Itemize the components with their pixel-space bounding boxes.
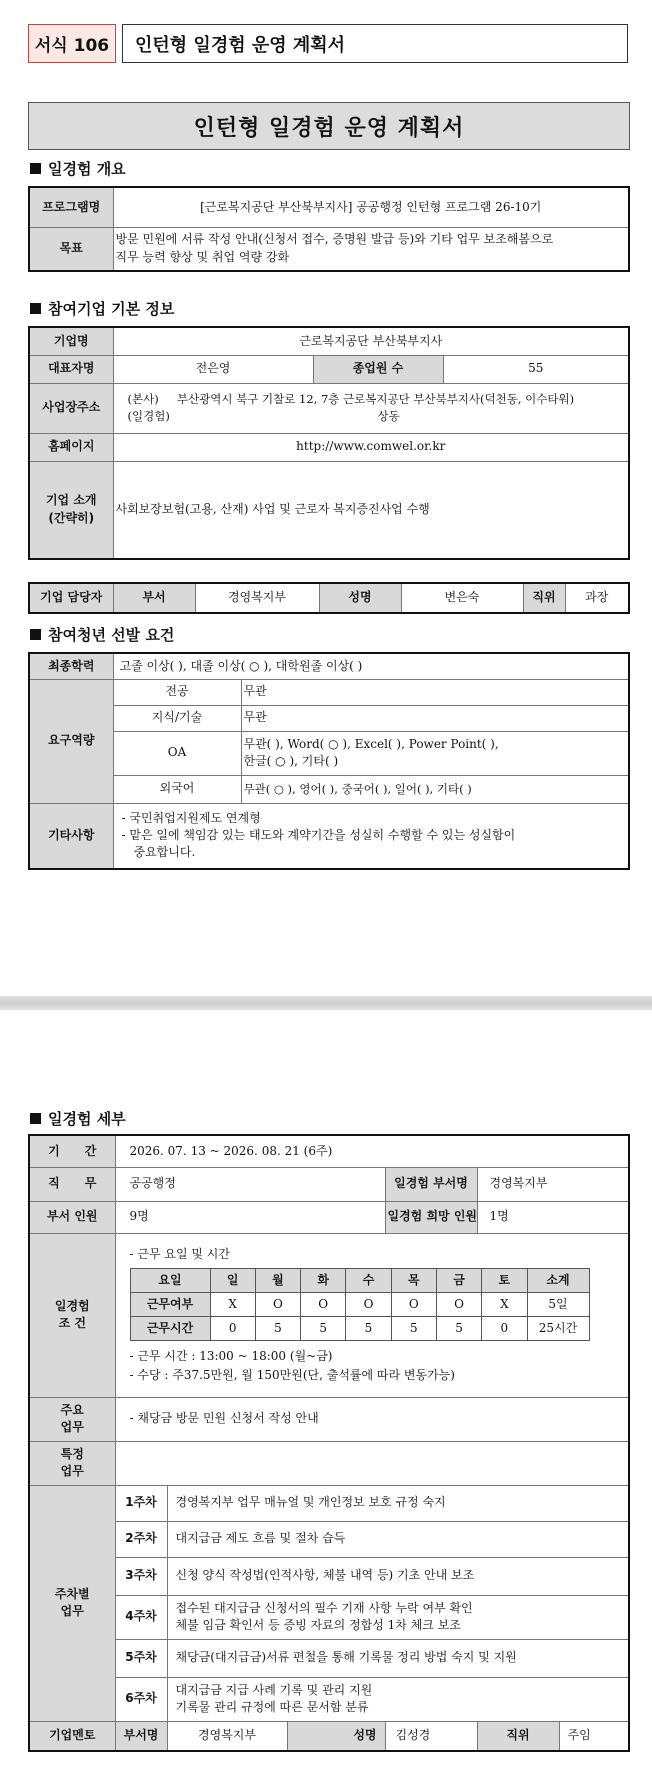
schedule-header-cell: 화 <box>301 1268 346 1292</box>
section-overview-title: 일경험 개요 <box>48 160 126 178</box>
schedule-header-cell: 월 <box>255 1268 300 1292</box>
schedule-header-cell: 일 <box>210 1268 255 1292</box>
conditions-pay: - 수당 : 주37.5만원, 월 150만원(단, 출석률에 따라 변동가능) <box>129 1368 455 1383</box>
manager-table <box>28 582 630 614</box>
schedule-header-cell: 금 <box>436 1268 481 1292</box>
job-value: 공공행정 <box>115 1167 385 1201</box>
etc-value <box>113 803 629 869</box>
week-task-line-1: 경영복지부 업무 매뉴얼 및 개인정보 보호 규정 숙지 <box>175 1495 446 1510</box>
schedule-header-cell: 목 <box>391 1268 436 1292</box>
conditions-label <box>29 1233 115 1397</box>
etc-line-1: - 국민취업지원제도 연계형 <box>121 810 261 825</box>
language-label: 외국어 <box>113 775 241 803</box>
schedule-header-cell: 토 <box>482 1268 527 1292</box>
week-number: 2주차 <box>115 1521 167 1557</box>
manager-dept-value: 경영복지부 <box>195 583 319 613</box>
week-task-line-1: 대지급금 제도 흐름 및 절차 습득 <box>175 1531 346 1546</box>
weekly-task-row <box>29 1557 629 1595</box>
weekly-tasks-label <box>29 1485 115 1721</box>
schedule-hours-cell: 25시간 <box>527 1316 589 1340</box>
intro-label <box>29 461 113 559</box>
schedule-work-cell: O <box>436 1292 481 1316</box>
oa-label: OA <box>113 731 241 775</box>
special-task-value <box>115 1441 629 1485</box>
period-label: 기 간 <box>29 1135 115 1167</box>
address-value <box>113 383 629 433</box>
schedule-work-cell: 5일 <box>527 1292 589 1316</box>
schedule-header-row <box>130 1268 589 1292</box>
knowledge-label: 지식/기술 <box>113 705 241 731</box>
ceo-label: 대표자명 <box>29 355 113 383</box>
education-label: 최종학력 <box>29 653 113 679</box>
period-value: 2026. 07. 13 ~ 2026. 08. 21 (6주) <box>115 1135 629 1167</box>
page-separator <box>0 996 652 1010</box>
knowledge-value: 무관 <box>241 705 629 731</box>
conditions-intro: - 근무 요일 및 시간 <box>129 1246 230 1261</box>
etc-label: 기타사항 <box>29 803 113 869</box>
mentor-name-value: 김성경 <box>385 1721 477 1751</box>
intro-label-line-1: 기업 소개 <box>45 493 97 508</box>
selection-table <box>28 652 630 870</box>
conditions-label-line-2: 조 건 <box>58 1316 86 1330</box>
section-company-title: 참여기업 기본 정보 <box>48 300 175 318</box>
square-bullet-icon <box>30 629 41 640</box>
manager-label: 기업 담당자 <box>29 583 113 613</box>
schedule-work-cell: O <box>346 1292 391 1316</box>
schedule-hours-cell: 5 <box>301 1316 346 1340</box>
week-task-line-1: 신청 양식 작성법(인적사항, 체불 내역 등) 기초 안내 보조 <box>175 1568 475 1583</box>
oa-line-1: 무관( ), Word( ○ ), Excel( ), Power Point( ), <box>243 736 499 751</box>
work-dept-label: 일경험 부서명 <box>385 1167 477 1201</box>
schedule-work-label: 근무여부 <box>130 1292 210 1316</box>
program-name-value: [근로복지공단 부산북부지사] 공공행정 인턴형 프로그램 26-10기 <box>113 187 629 227</box>
week-task-line-2: 체불 임금 확인서 등 증빙 자료의 정합성 1차 체크 보조 <box>175 1618 461 1632</box>
week-task-line-1: 접수된 대지급금 신청서의 필수 기재 사항 누락 여부 확인 <box>175 1600 473 1615</box>
week-number: 5주차 <box>115 1639 167 1677</box>
schedule-work-cell: X <box>210 1292 255 1316</box>
schedule-hours-cell: 5 <box>391 1316 436 1340</box>
etc-line-3: 중요합니다. <box>133 845 196 860</box>
square-bullet-icon <box>30 303 41 314</box>
schedule-hours-cell: 0 <box>482 1316 527 1340</box>
company-name-label: 기업명 <box>29 327 113 355</box>
manager-position-label: 직위 <box>523 583 565 613</box>
homepage-label: 홈페이지 <box>29 433 113 461</box>
form-header <box>28 24 628 63</box>
square-bullet-icon <box>30 1113 41 1124</box>
schedule-table <box>130 1268 590 1341</box>
mentor-label: 기업멘토 <box>29 1721 115 1751</box>
main-task-label-line-2: 업무 <box>60 1420 84 1434</box>
company-name-value: 근로복지공단 부산북부지사 <box>113 327 629 355</box>
homepage-link[interactable]: http://www.comwel.or.kr <box>113 433 629 461</box>
week-task <box>167 1677 629 1721</box>
form-title: 인턴형 일경험 운영 계획서 <box>122 24 628 63</box>
dept-staff-value: 9명 <box>115 1201 385 1233</box>
schedule-work-cell: O <box>255 1292 300 1316</box>
weekly-tasks-label-line-1: 주차별 <box>54 1586 90 1601</box>
conditions-label-line-1: 일경험 <box>54 1298 90 1313</box>
weekly-task-row <box>29 1521 629 1557</box>
major-value: 무관 <box>241 679 629 705</box>
intro-label-line-2: (간략히) <box>48 510 95 525</box>
mentor-dept-label: 부서명 <box>115 1721 167 1751</box>
weekly-task-row <box>29 1595 629 1639</box>
schedule-work-row <box>130 1292 589 1316</box>
major-label: 전공 <box>113 679 241 705</box>
required-skills-label: 요구역량 <box>29 679 113 803</box>
main-task-label <box>29 1397 115 1441</box>
weekly-task-row <box>29 1639 629 1677</box>
form-number-badge: 서식 106 <box>28 24 116 63</box>
schedule-hours-row <box>130 1316 589 1340</box>
section-detail-title: 일경험 세부 <box>48 1110 126 1128</box>
schedule-hours-cell: 5 <box>255 1316 300 1340</box>
language-value: 무관( ○ ), 영어( ), 중국어( ), 일어( ), 기타( ) <box>241 775 629 803</box>
oa-line-2: 한글( ○ ), 기타( ) <box>243 754 339 768</box>
special-task-label-line-2: 업무 <box>60 1464 84 1478</box>
conditions-time: - 근무 시간 : 13:00 ~ 18:00 (월~금) <box>129 1348 333 1363</box>
schedule-hours-label: 근무시간 <box>130 1316 210 1340</box>
mentor-dept-value: 경영복지부 <box>167 1721 287 1751</box>
job-label: 직 무 <box>29 1167 115 1201</box>
document-title: 인턴형 일경험 운영 계획서 <box>28 102 630 150</box>
oa-value <box>241 731 629 775</box>
manager-dept-label: 부서 <box>113 583 195 613</box>
manager-position-value: 과장 <box>565 583 629 613</box>
conditions-value <box>115 1233 629 1397</box>
main-task-label-line-1: 주요 <box>60 1402 84 1417</box>
week-task <box>167 1595 629 1639</box>
special-task-label-line-1: 특정 <box>60 1446 84 1461</box>
goal-value <box>113 227 629 271</box>
square-bullet-icon <box>30 163 41 174</box>
week-task <box>167 1485 629 1521</box>
mentor-name-label: 성명 <box>287 1721 385 1751</box>
week-task <box>167 1639 629 1677</box>
week-number: 1주차 <box>115 1485 167 1521</box>
week-number: 3주차 <box>115 1557 167 1595</box>
desired-people-value: 1명 <box>477 1201 629 1233</box>
week-task-line-1: 대지급금 지급 사례 기록 및 관리 지원 <box>175 1682 373 1697</box>
schedule-work-cell: O <box>301 1292 346 1316</box>
page-2 <box>0 1010 652 1780</box>
schedule-header-cell: 요일 <box>130 1268 210 1292</box>
section-detail-heading <box>30 1108 126 1129</box>
main-task-value: - 채당금 방문 민원 신청서 작성 안내 <box>115 1397 629 1441</box>
overview-table <box>28 186 630 272</box>
detail-table <box>28 1134 630 1752</box>
section-company-heading <box>30 298 174 319</box>
employees-value: 55 <box>443 355 629 383</box>
manager-name-value: 변은숙 <box>401 583 523 613</box>
special-task-label <box>29 1441 115 1485</box>
schedule-hours-cell: 5 <box>346 1316 391 1340</box>
etc-line-2: - 맡은 일에 책임감 있는 태도와 계약기간을 성실히 수행할 수 있는 성실함이 <box>121 828 516 843</box>
week-number: 6주차 <box>115 1677 167 1721</box>
mentor-position-label: 직위 <box>477 1721 559 1751</box>
employees-label: 종업원 수 <box>313 355 443 383</box>
schedule-hours-cell: 5 <box>436 1316 481 1340</box>
schedule-work-cell: O <box>391 1292 436 1316</box>
intro-value: 사회보장보험(고용, 산재) 사업 및 근로자 복지증진사업 수행 <box>113 461 629 559</box>
address-work-tag: (일경험) <box>127 409 170 423</box>
ceo-value: 전은영 <box>113 355 313 383</box>
weekly-task-row <box>29 1485 629 1521</box>
address-label: 사업장주소 <box>29 383 113 433</box>
goal-line-1: 방문 민원에 서류 작성 안내(신청서 접수, 증명원 발급 등)와 기타 업무 보조해봄으로 <box>115 232 554 247</box>
goal-line-2: 직무 능력 향상 및 취업 역량 강화 <box>115 249 290 264</box>
week-task <box>167 1557 629 1595</box>
week-number: 4주차 <box>115 1595 167 1639</box>
desired-people-label: 일경험 희망 인원 <box>385 1201 477 1233</box>
company-table <box>28 326 630 560</box>
schedule-work-cell: X <box>482 1292 527 1316</box>
weekly-tasks <box>29 1485 629 1721</box>
education-value: 고졸 이상( ), 대졸 이상( ○ ), 대학원졸 이상( ) <box>113 653 629 679</box>
schedule-header-cell: 소계 <box>527 1268 589 1292</box>
section-selection-heading <box>30 624 174 645</box>
work-dept-value: 경영복지부 <box>477 1167 629 1201</box>
schedule-hours-cell: 0 <box>210 1316 255 1340</box>
dept-staff-label: 부서 인원 <box>29 1201 115 1233</box>
section-overview-heading <box>30 158 126 179</box>
address-hq-value: 부산광역시 북구 기찰로 12, 7층 근로복지공단 부산북부지사(덕천동, 이수타워) <box>176 392 575 407</box>
week-task <box>167 1521 629 1557</box>
address-work-value: 상동 <box>377 409 400 423</box>
schedule-header-cell: 수 <box>346 1268 391 1292</box>
week-task-line-2: 기록물 관리 규정에 따른 문서함 분류 <box>175 1700 369 1714</box>
address-hq-tag: (본사) <box>127 392 159 407</box>
program-name-label: 프로그램명 <box>29 187 113 227</box>
week-task-line-1: 채당금(대지급금)서류 편철을 통해 기록물 정리 방법 숙지 및 지원 <box>175 1650 517 1665</box>
manager-name-label: 성명 <box>319 583 401 613</box>
goal-label: 목표 <box>29 227 113 271</box>
section-selection-title: 참여청년 선발 요건 <box>48 626 175 644</box>
mentor-position-value: 주임 <box>559 1721 629 1751</box>
weekly-task-row <box>29 1677 629 1721</box>
weekly-tasks-label-line-2: 업무 <box>60 1604 84 1618</box>
